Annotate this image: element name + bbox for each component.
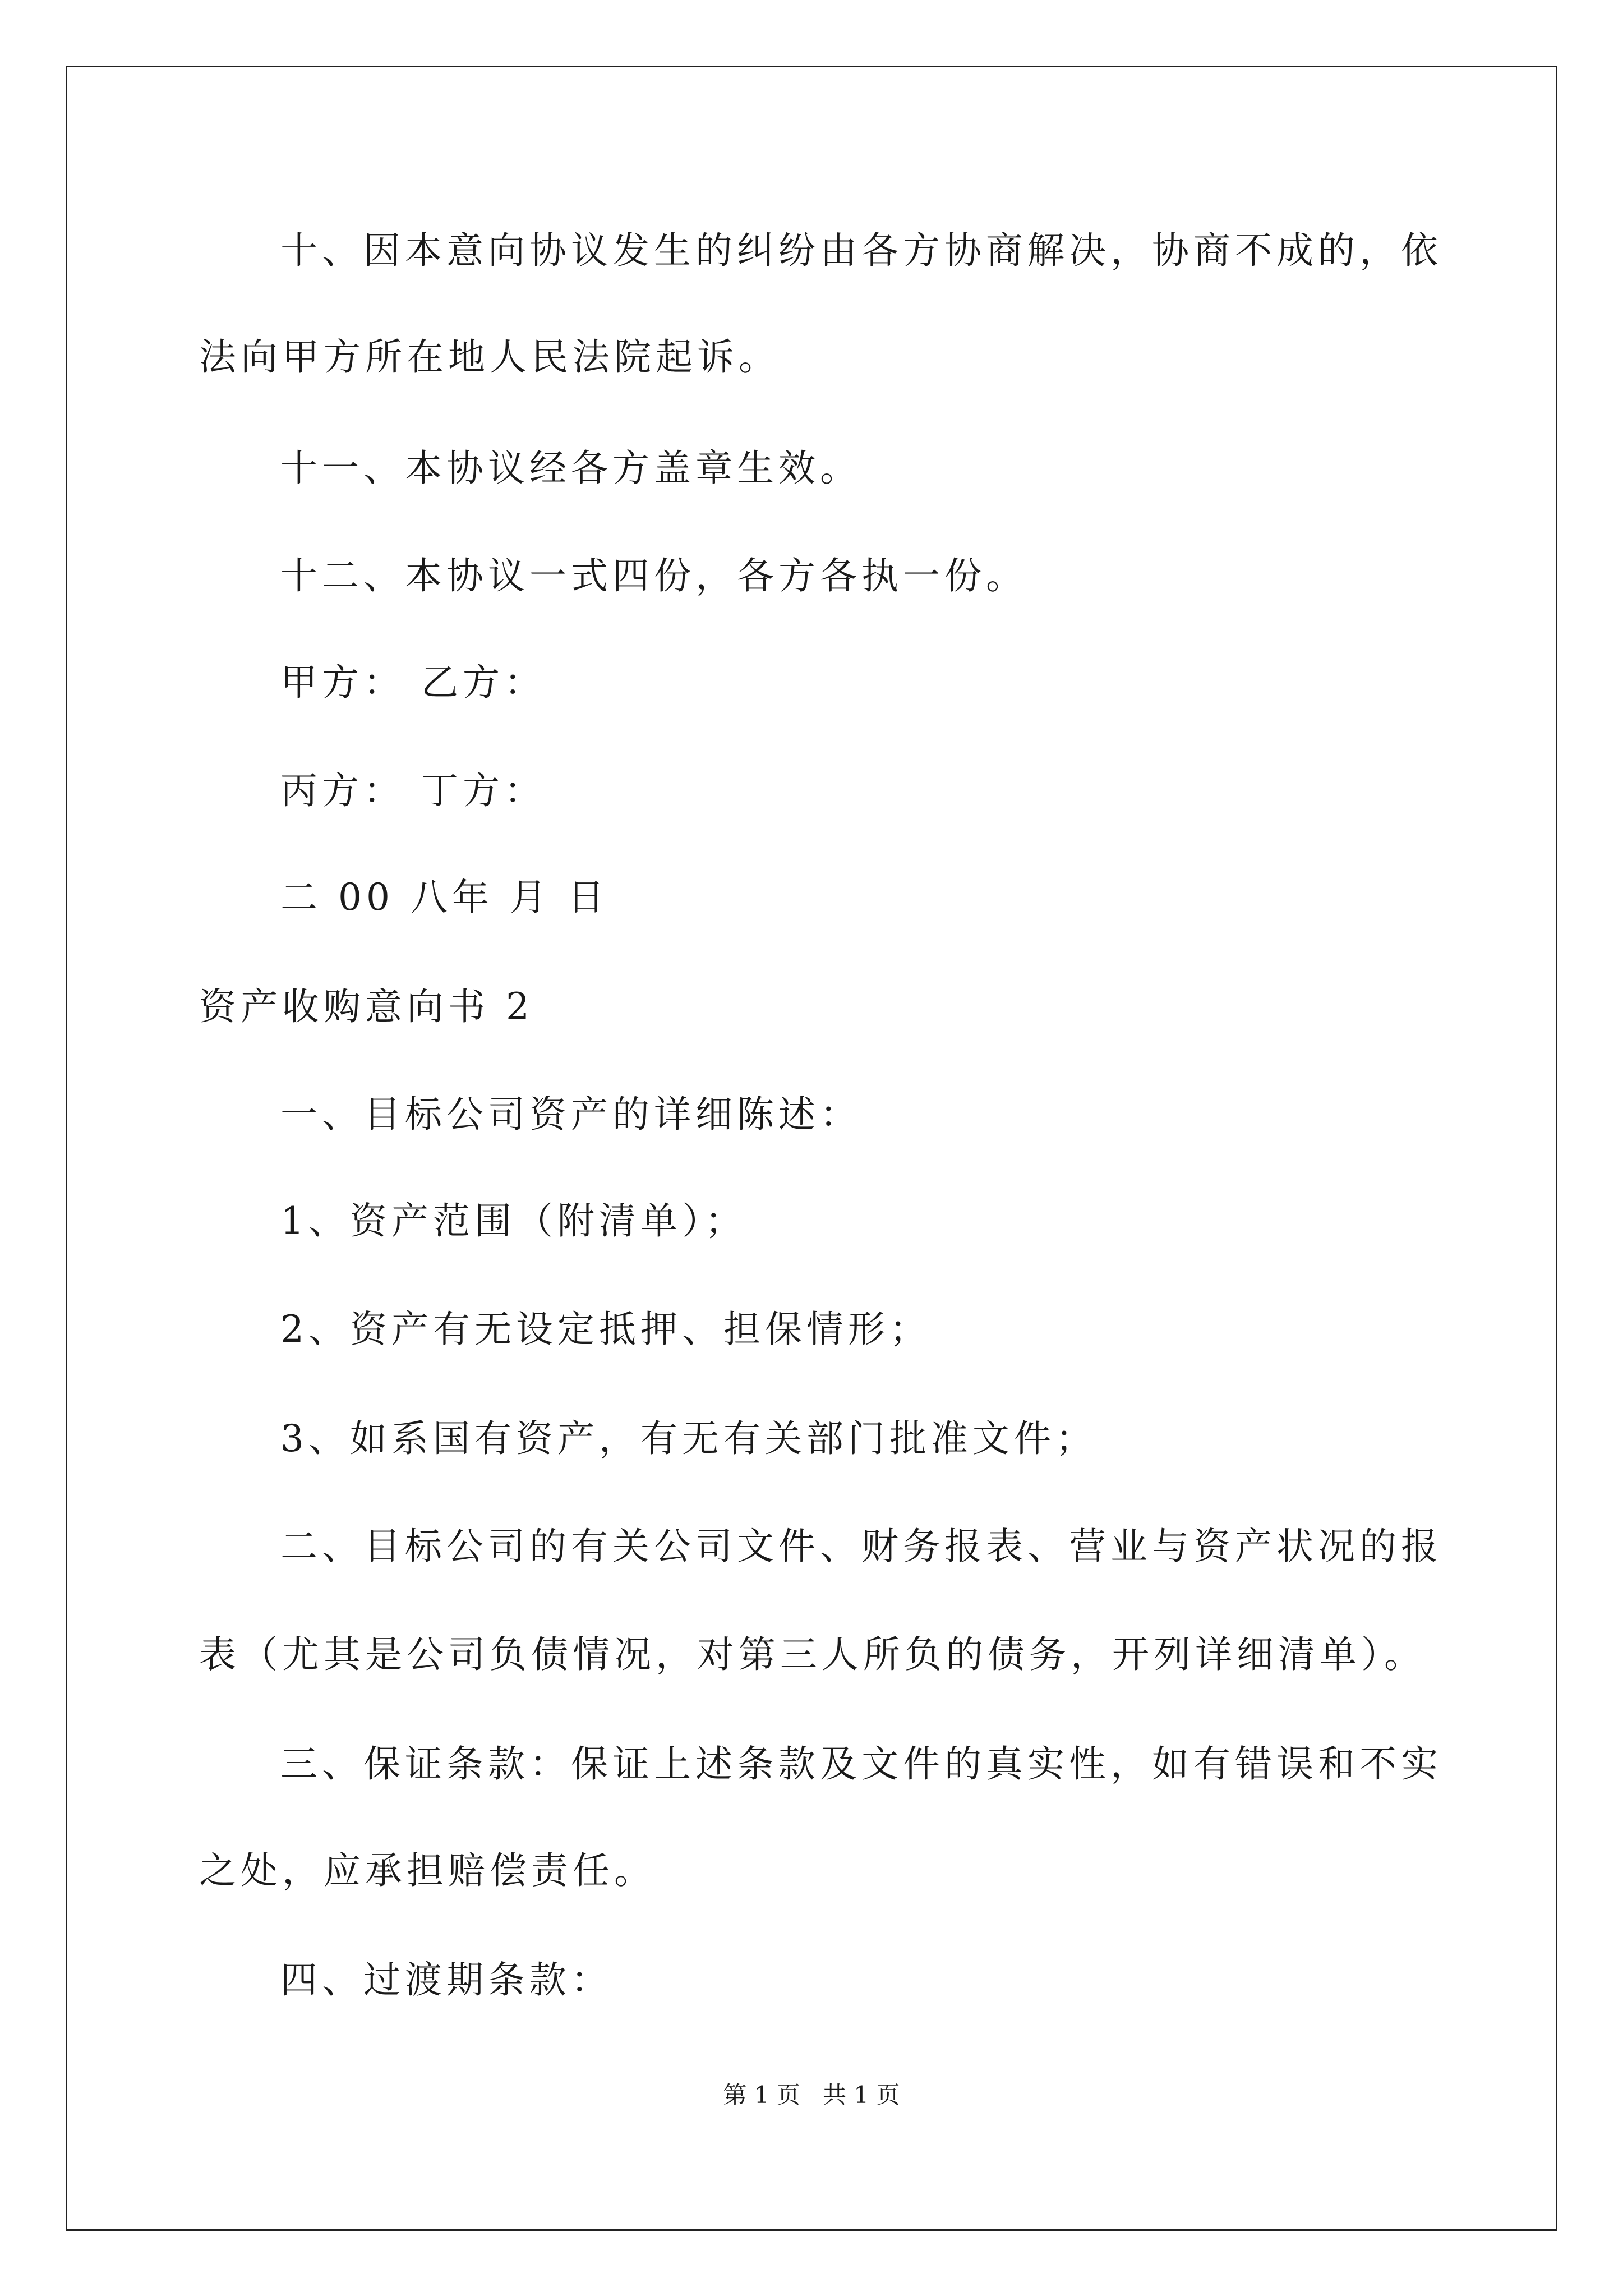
item-3-line-1: 三、保证条款：保证上述条款及文件的真实性，如有错误和不实: [280, 1742, 1442, 1786]
signature-party-c-d: 丙方： 丁方：: [280, 769, 546, 812]
section-title: 资产收购意向书 2: [199, 985, 534, 1028]
clause-11: 十一、本协议经各方盖章生效。: [280, 447, 861, 490]
signature-date: 二 00 八年 月 日: [280, 876, 609, 919]
signature-party-a-b: 甲方： 乙方：: [280, 661, 546, 704]
item-1-3: 3、如系国有资产，有无有关部门批准文件；: [280, 1417, 1097, 1460]
item-2-line-1: 二、目标公司的有关公司文件、财务报表、营业与资产状况的报: [280, 1525, 1442, 1568]
clause-12: 十二、本协议一式四份，各方各执一份。: [280, 554, 1027, 597]
item-4-heading: 四、过渡期条款：: [280, 1958, 612, 2001]
item-2-line-2: 表（尤其是公司负债情况，对第三人所负的债务，开列详细清单）。: [199, 1633, 1426, 1676]
item-1-heading: 一、目标公司资产的详细陈述：: [280, 1093, 861, 1136]
clause-10-line-2: 法向甲方所在地人民法院起诉。: [199, 335, 780, 379]
item-1-2: 2、资产有无设定抵押、担保情形；: [280, 1308, 931, 1351]
page-number-footer: 第 1 页 共 1 页: [723, 2081, 900, 2109]
page-border: [66, 66, 1557, 2231]
item-3-line-2: 之处，应承担赔偿责任。: [199, 1849, 656, 1892]
clause-10-line-1: 十、因本意向协议发生的纠纷由各方协商解决，协商不成的，依: [280, 229, 1442, 272]
item-1-1: 1、资产范围（附清单）；: [280, 1199, 746, 1243]
